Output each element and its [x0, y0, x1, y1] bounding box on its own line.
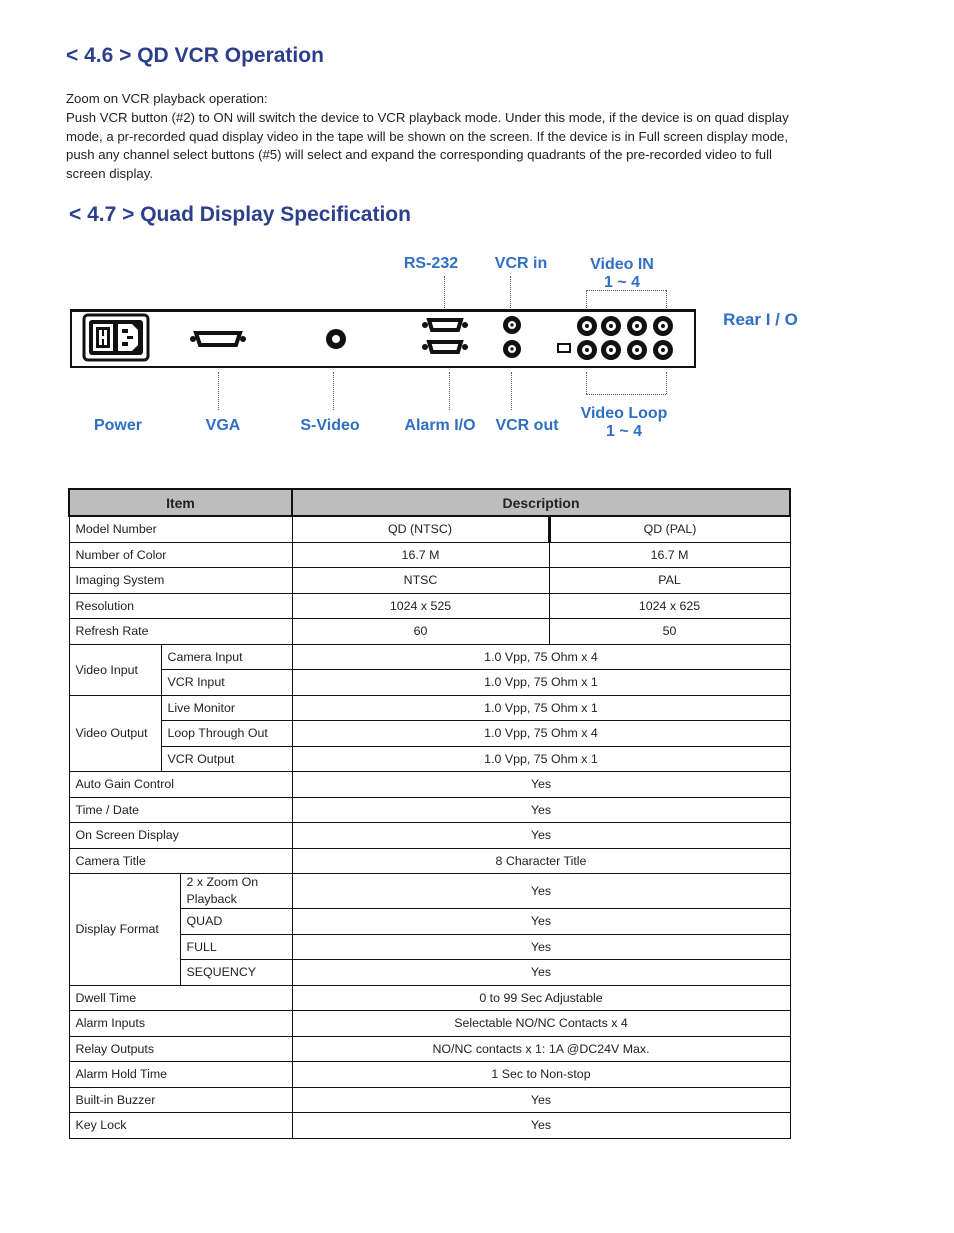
sub-label: SEQUENCY	[180, 960, 292, 986]
table-row	[69, 516, 790, 542]
sub-label: Live Monitor	[161, 695, 292, 721]
row-label: Display Format	[69, 874, 180, 986]
row-value: 1.0 Vpp, 75 Ohm x 1	[292, 695, 790, 721]
table-row	[69, 1062, 790, 1088]
table-row	[69, 746, 790, 772]
row-label: Alarm Inputs	[69, 1011, 292, 1037]
rs232-port-icon	[422, 320, 468, 330]
para-line-body: Push VCR button (#2) to ON will switch the device to VCR playback mode. Under this mode, if the device is on quad display mode, a pr-recorded quad display video in the tape will be shown on the screen. If the device is in Full screen display mode, push any channel select buttons (#5) will select and expand the corresponding quadrants of the pre-recorded video to full screen display.	[66, 109, 789, 182]
leader-video-loop-right	[666, 372, 667, 394]
alarm-io-port-icon	[422, 342, 468, 352]
value-ntsc: NTSC	[292, 568, 549, 594]
table-row	[69, 568, 790, 594]
table-row	[69, 670, 790, 696]
row-value: 0 to 99 Sec Adjustable	[292, 985, 790, 1011]
vcr-in-port-icon	[503, 316, 521, 334]
row-label: Imaging System	[69, 568, 292, 594]
label-video-loop-range: 1 ~ 4	[605, 423, 643, 440]
leader-vga	[218, 372, 219, 410]
row-label: Time / Date	[69, 797, 292, 823]
table-row	[69, 644, 790, 670]
vga-port-icon	[190, 333, 246, 345]
sub-label: VCR Output	[161, 746, 292, 772]
sub-label: 2 x Zoom On Playback	[180, 874, 292, 909]
value-pal: PAL	[549, 568, 790, 594]
row-value: NO/NC contacts x 1: 1A @DC24V Max.	[292, 1036, 790, 1062]
table-row	[69, 593, 790, 619]
row-value: 1 Sec to Non-stop	[292, 1062, 790, 1088]
termination-switch-icon	[558, 344, 570, 352]
rear-panel	[70, 309, 696, 368]
sub-label: Camera Input	[161, 644, 292, 670]
row-label: On Screen Display	[69, 823, 292, 849]
label-video-loop-text: Video Loop	[580, 405, 668, 422]
table-row	[69, 1011, 790, 1037]
table-row	[69, 1087, 790, 1113]
label-video-in-range: 1 ~ 4	[603, 274, 641, 291]
rear-io-diagram	[0, 240, 954, 460]
row-value: Yes	[292, 960, 790, 986]
row-label: Video Output	[69, 695, 161, 772]
svideo-port-icon	[326, 329, 346, 349]
leader-video-loop-bar	[586, 394, 666, 395]
leader-svideo	[333, 372, 334, 410]
row-value: Selectable NO/NC Contacts x 4	[292, 1011, 790, 1037]
label-video-in	[580, 256, 664, 292]
row-value: Yes	[292, 1087, 790, 1113]
sub-label: QUAD	[180, 909, 292, 935]
label-video-in-text: Video IN	[590, 256, 654, 273]
row-value: 1.0 Vpp, 75 Ohm x 4	[292, 644, 790, 670]
sub-label: Loop Through Out	[161, 721, 292, 747]
value-ntsc: 16.7 M	[292, 542, 549, 568]
value-pal: 50	[549, 619, 790, 645]
leader-video-in-bar	[586, 290, 666, 291]
vcr-out-port-icon	[503, 340, 521, 358]
value-pal: 1024 x 625	[549, 593, 790, 619]
row-value: 1.0 Vpp, 75 Ohm x 1	[292, 746, 790, 772]
label-vga: VGA	[205, 417, 241, 434]
value-ntsc: 60	[292, 619, 549, 645]
spec-table	[68, 488, 791, 1139]
row-label: Alarm Hold Time	[69, 1062, 292, 1088]
table-row	[69, 542, 790, 568]
video-in-bnc-icons	[577, 316, 673, 336]
row-label: Relay Outputs	[69, 1036, 292, 1062]
leader-vcr-out	[511, 372, 512, 410]
row-value: 1.0 Vpp, 75 Ohm x 4	[292, 721, 790, 747]
section-heading-quad-spec: < 4.7 > Quad Display Specification	[69, 203, 411, 226]
section-heading-vcr-operation: < 4.6 > QD VCR Operation	[66, 44, 324, 67]
row-value: Yes	[292, 874, 790, 909]
row-value: Yes	[292, 1113, 790, 1139]
row-value: Yes	[292, 797, 790, 823]
sub-label: FULL	[180, 934, 292, 960]
label-video-loop	[572, 405, 676, 441]
label-svideo: S-Video	[300, 417, 360, 434]
row-label: Auto Gain Control	[69, 772, 292, 798]
table-row	[69, 1113, 790, 1139]
leader-video-loop-left	[586, 372, 587, 394]
row-label: Refresh Rate	[69, 619, 292, 645]
row-label: Key Lock	[69, 1113, 292, 1139]
row-value: Yes	[292, 772, 790, 798]
table-row	[69, 823, 790, 849]
row-label: Resolution	[69, 593, 292, 619]
row-label: Video Input	[69, 644, 161, 695]
row-value: Yes	[292, 909, 790, 935]
row-label: Built-in Buzzer	[69, 1087, 292, 1113]
row-label: Model Number	[69, 516, 292, 542]
label-rs232: RS-232	[403, 255, 459, 272]
table-row	[69, 619, 790, 645]
row-label: Dwell Time	[69, 985, 292, 1011]
para-line-intro: Zoom on VCR playback operation:	[66, 91, 268, 106]
table-row	[69, 695, 790, 721]
sub-label: VCR Input	[161, 670, 292, 696]
label-alarm-io: Alarm I/O	[404, 417, 476, 434]
value-pal: 16.7 M	[549, 542, 790, 568]
vcr-operation-text	[66, 90, 806, 184]
value-ntsc: QD (NTSC)	[292, 516, 549, 542]
row-label: Number of Color	[69, 542, 292, 568]
table-row	[69, 797, 790, 823]
table-row	[69, 874, 790, 909]
label-power: Power	[93, 417, 142, 434]
table-row	[69, 985, 790, 1011]
label-vcr-out: VCR out	[495, 417, 559, 434]
row-value: 8 Character Title	[292, 848, 790, 874]
label-rear-io: Rear I / O	[723, 310, 798, 329]
table-row	[69, 848, 790, 874]
table-row	[69, 1036, 790, 1062]
row-value: 1.0 Vpp, 75 Ohm x 1	[292, 670, 790, 696]
row-label: Camera Title	[69, 848, 292, 874]
video-loop-bnc-icons	[577, 340, 673, 360]
table-row	[69, 772, 790, 798]
leader-alarm	[449, 372, 450, 410]
table-header-row	[69, 489, 790, 516]
label-vcr-in: VCR in	[494, 255, 548, 272]
header-description: Description	[292, 489, 790, 516]
header-item: Item	[69, 489, 292, 516]
rear-panel-ports	[72, 312, 694, 366]
value-pal: QD (PAL)	[549, 516, 790, 542]
row-value: Yes	[292, 934, 790, 960]
row-value: Yes	[292, 823, 790, 849]
table-row	[69, 721, 790, 747]
power-socket-icon	[84, 315, 148, 360]
value-ntsc: 1024 x 525	[292, 593, 549, 619]
